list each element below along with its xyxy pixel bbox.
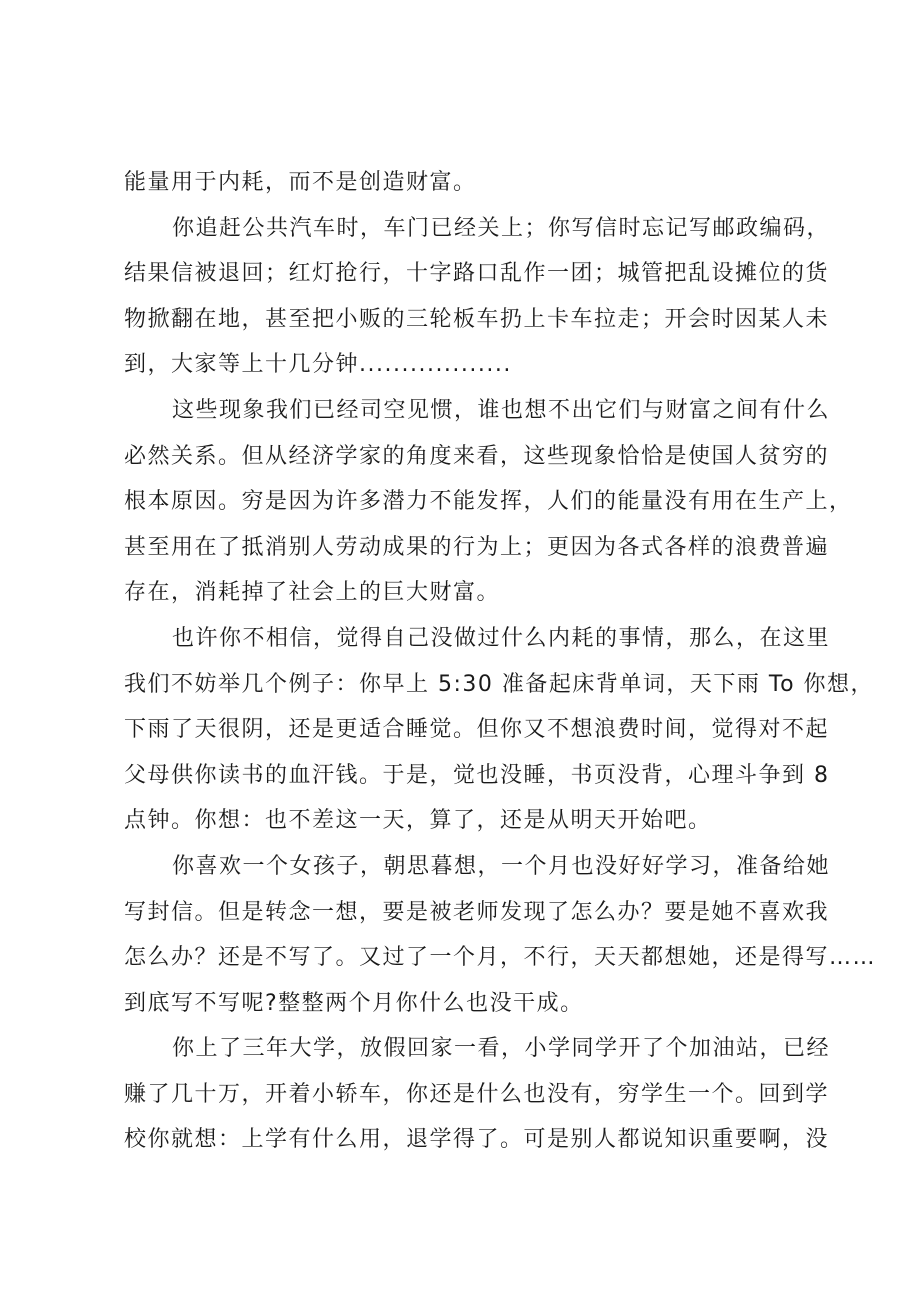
- text-line: 存在，消耗掉了社会上的巨大财富。: [124, 580, 501, 606]
- text-line: 这些现象我们已经司空见惯，谁也想不出它们与财富之间有什么: [172, 397, 831, 423]
- text-line: 校你就想：上学有什么用，退学得了。可是别人都说知识重要啊，没: [124, 1127, 830, 1153]
- text-line: 你上了三年大学，放假回家一看，小学同学开了个加油站，已经: [172, 1036, 831, 1062]
- text-line: 也许你不相信，觉得自己没做过什么内耗的事情，那么，在这里: [172, 625, 831, 651]
- text-line: 你追赶公共汽车时，车门已经关上；你写信时忘记写邮政编码，: [172, 215, 831, 241]
- text-line: 怎么办？还是不写了。又过了一个月，不行，天天都想她，还是得写……: [124, 945, 877, 971]
- text-line: 到，大家等上十几分钟..................: [124, 352, 512, 378]
- text-line: 物掀翻在地，甚至把小贩的三轮板车扔上卡车拉走；开会时因某人未: [124, 306, 830, 332]
- text-line: 我们不妨举几个例子：你早上 5:30 准备起床背单词，天下雨 To 你想，: [124, 671, 875, 697]
- text-line: 能量用于内耗，而不是创造财富。: [124, 170, 477, 195]
- text-line: 根本原因。穷是因为许多潜力不能发挥，人们的能量没有用在生产上，: [124, 489, 853, 515]
- text-line: 赚了几十万，开着小轿车，你还是什么也没有，穷学生一个。回到学: [124, 1081, 830, 1107]
- text-line: 结果信被退回；红灯抢行，十字路口乱作一团；城管把乱设摊位的货: [124, 261, 830, 287]
- text-line: 父母供你读书的血汗钱。于是，觉也没睡，书页没背，心理斗争到 8: [124, 762, 830, 788]
- text-line: 甚至用在了抵消别人劳动成果的行为上；更因为各式各样的浪费普遍: [124, 534, 830, 560]
- text-line: 到底写不写呢?整整两个月你什么也没干成。: [124, 990, 584, 1016]
- text-line: 下雨了天很阴，还是更适合睡觉。但你又不想浪费时间，觉得对不起: [124, 717, 830, 743]
- text-line: 必然关系。但从经济学家的角度来看，这些现象恰恰是使国人贫穷的: [124, 443, 830, 469]
- body-text: [124, 160, 877, 1163]
- text-line: 写封信。但是转念一想，要是被老师发现了怎么办？要是她不喜欢我: [124, 899, 830, 925]
- text-line: 你喜欢一个女孩子，朝思暮想，一个月也没好好学习，准备给她: [172, 853, 831, 879]
- text-line: 点钟。你想：也不差这一天，算了，还是从明天开始吧。: [124, 808, 712, 834]
